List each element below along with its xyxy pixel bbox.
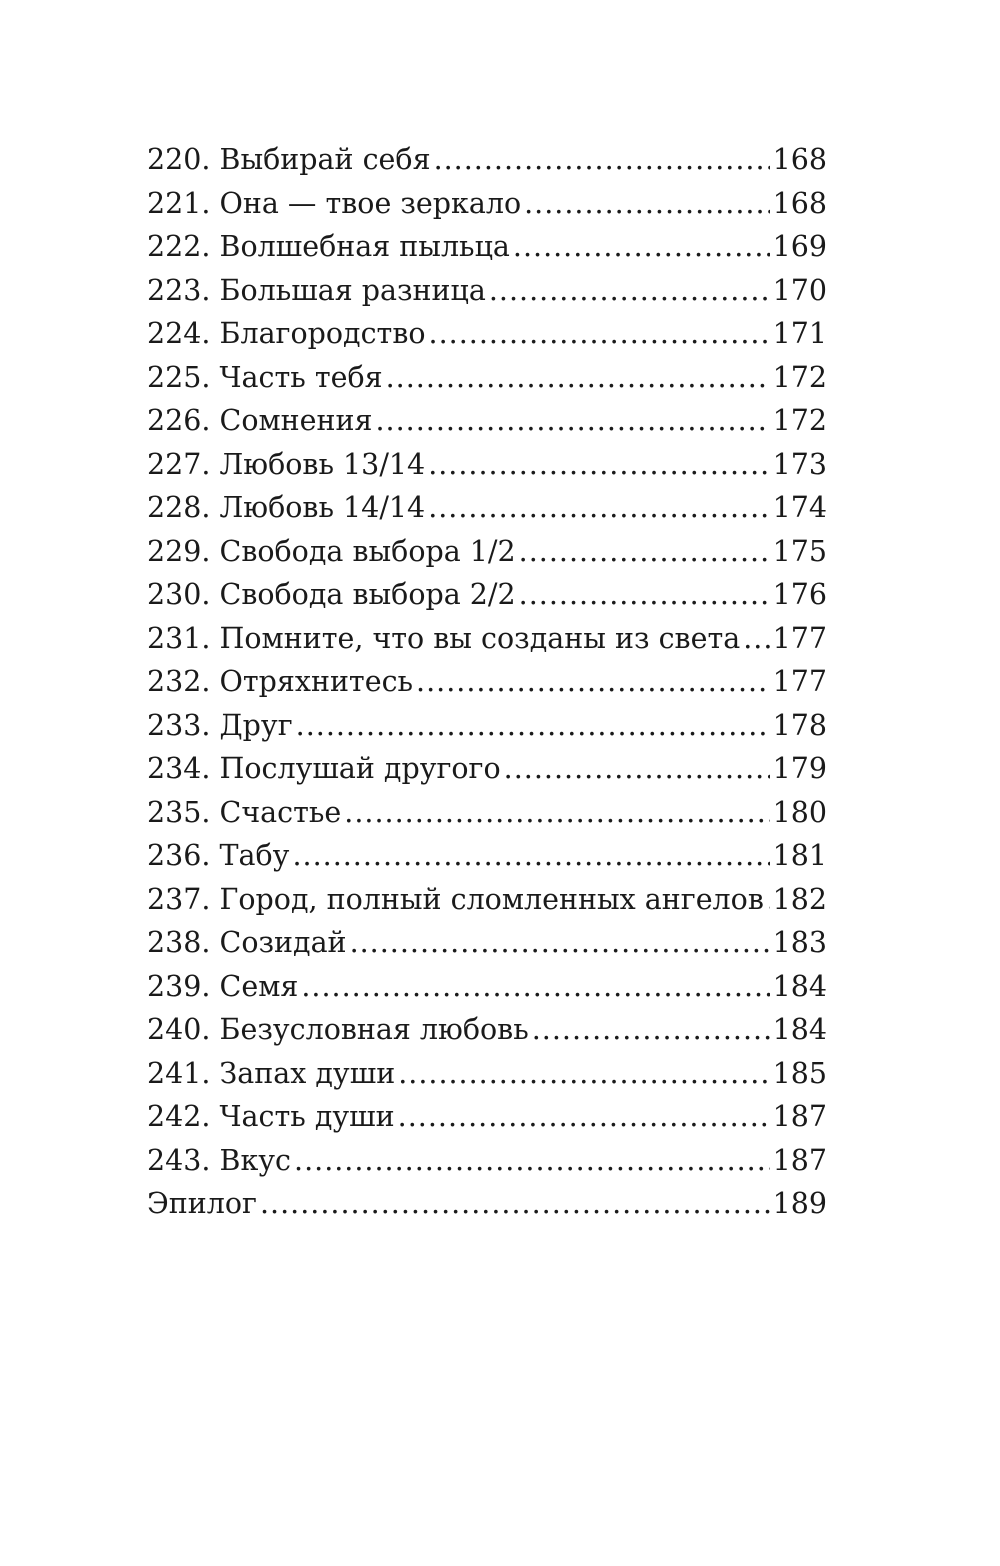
toc-entry-title: 227. Любовь 13/14 (147, 447, 426, 481)
toc-entry-title: 237. Город, полный сломленных ангелов (147, 882, 764, 916)
toc-entry[interactable] (147, 443, 827, 487)
toc-entry-page: 183 (772, 926, 827, 959)
toc-entry[interactable] (147, 1182, 827, 1226)
toc-entry[interactable] (147, 660, 827, 704)
dot-leader (519, 530, 770, 574)
dot-leader (350, 921, 770, 965)
toc-entry-title: 222. Волшебная пыльца (147, 230, 510, 263)
toc-entry-title: 233. Друг (147, 708, 293, 742)
dot-leader (434, 138, 770, 182)
toc-entry-page: 187 (772, 1143, 827, 1177)
toc-entry-title: 236. Табу (147, 839, 290, 872)
toc-entry-page: 173 (772, 447, 827, 481)
dot-leader (292, 834, 769, 878)
toc-entry[interactable] (147, 791, 827, 835)
dot-leader (398, 1052, 769, 1096)
toc-entry-title: 241. Запах души (147, 1056, 396, 1090)
toc-entry-title: 225. Часть тебя (147, 360, 383, 394)
toc-entry-title: 231. Помните, что вы созданы из света (147, 621, 741, 655)
toc-entry-title: 232. Отряхнитесь (147, 665, 414, 698)
dot-leader (428, 486, 769, 530)
toc-entry[interactable] (147, 704, 827, 748)
toc-entry-title: 238. Созидай (147, 926, 347, 959)
dot-leader (428, 443, 769, 487)
dot-leader (524, 182, 769, 226)
dot-leader (743, 617, 769, 661)
toc-entry[interactable] (147, 921, 827, 965)
toc-entry-page: 181 (772, 839, 827, 872)
toc-entry[interactable] (147, 182, 827, 226)
toc-entry-title: 220. Выбирай себя (147, 143, 431, 176)
toc-entry[interactable] (147, 573, 827, 617)
toc-entry-title: 224. Благородство (147, 317, 426, 350)
table-of-contents (147, 138, 827, 1226)
toc-entry-page: 169 (772, 230, 827, 263)
toc-entry-page: 170 (772, 273, 827, 307)
toc-entry[interactable] (147, 486, 827, 530)
toc-entry[interactable] (147, 1008, 827, 1052)
toc-entry-page: 178 (772, 708, 827, 742)
dot-leader (416, 660, 770, 704)
toc-entry[interactable] (147, 1095, 827, 1139)
toc-entry-title: 234. Послушай другого (147, 752, 501, 785)
toc-entry-page: 180 (772, 795, 827, 829)
toc-entry-title: 221. Она — твое зеркало (147, 186, 522, 220)
toc-entry-page: 185 (772, 1056, 827, 1090)
toc-entry[interactable] (147, 225, 827, 269)
toc-entry-title: 223. Большая разница (147, 273, 486, 307)
toc-entry-page: 176 (772, 578, 827, 611)
toc-entry-page: 182 (772, 882, 827, 916)
toc-entry-page: 179 (772, 752, 827, 785)
toc-entry-title: 240. Безусловная любовь (147, 1013, 529, 1046)
toc-entry[interactable] (147, 747, 827, 791)
toc-entry[interactable] (147, 965, 827, 1009)
dot-leader (386, 356, 770, 400)
toc-entry[interactable] (147, 834, 827, 878)
toc-entry-page: 172 (772, 404, 827, 437)
toc-entry-title: 228. Любовь 14/14 (147, 491, 426, 524)
toc-entry-page: 189 (772, 1187, 827, 1220)
toc-entry-page: 184 (772, 969, 827, 1003)
toc-entry[interactable] (147, 269, 827, 313)
toc-entry-page: 175 (772, 534, 827, 568)
dot-leader (504, 747, 770, 791)
toc-entry[interactable] (147, 138, 827, 182)
dot-leader (301, 965, 769, 1009)
toc-entry[interactable] (147, 617, 827, 661)
dot-leader (294, 1139, 770, 1183)
toc-entry-title: Эпилог (147, 1187, 257, 1220)
toc-entry-title: 226. Сомнения (147, 404, 373, 437)
toc-entry-title: 239. Семя (147, 969, 299, 1003)
toc-entry[interactable] (147, 399, 827, 443)
dot-leader (344, 791, 769, 835)
toc-entry-title: 235. Счастье (147, 795, 342, 829)
toc-entry-page: 184 (772, 1013, 827, 1046)
toc-entry-page: 187 (772, 1100, 827, 1133)
dot-leader (513, 225, 770, 269)
toc-entry-title: 230. Свобода выбора 2/2 (147, 578, 516, 611)
toc-entry[interactable] (147, 1139, 827, 1183)
toc-entry-page: 168 (772, 143, 827, 176)
dot-leader (429, 312, 770, 356)
dot-leader (489, 269, 770, 313)
toc-entry-page: 168 (772, 186, 827, 220)
dot-leader (767, 878, 770, 922)
toc-entry[interactable] (147, 312, 827, 356)
toc-entry-title: 229. Свобода выбора 1/2 (147, 534, 516, 568)
toc-entry-page: 174 (772, 491, 827, 524)
toc-entry-page: 177 (772, 621, 827, 655)
toc-entry-page: 172 (772, 360, 827, 394)
toc-entry[interactable] (147, 530, 827, 574)
dot-leader (519, 573, 770, 617)
dot-leader (532, 1008, 770, 1052)
dot-leader (260, 1182, 770, 1226)
toc-entry-title: 242. Часть души (147, 1100, 395, 1133)
toc-entry[interactable] (147, 1052, 827, 1096)
dot-leader (375, 399, 769, 443)
toc-entry[interactable] (147, 356, 827, 400)
dot-leader (398, 1095, 770, 1139)
toc-entry-page: 177 (772, 665, 827, 698)
toc-entry-title: 243. Вкус (147, 1143, 292, 1177)
dot-leader (296, 704, 770, 748)
toc-entry-page: 171 (772, 317, 827, 350)
toc-entry[interactable] (147, 878, 827, 922)
